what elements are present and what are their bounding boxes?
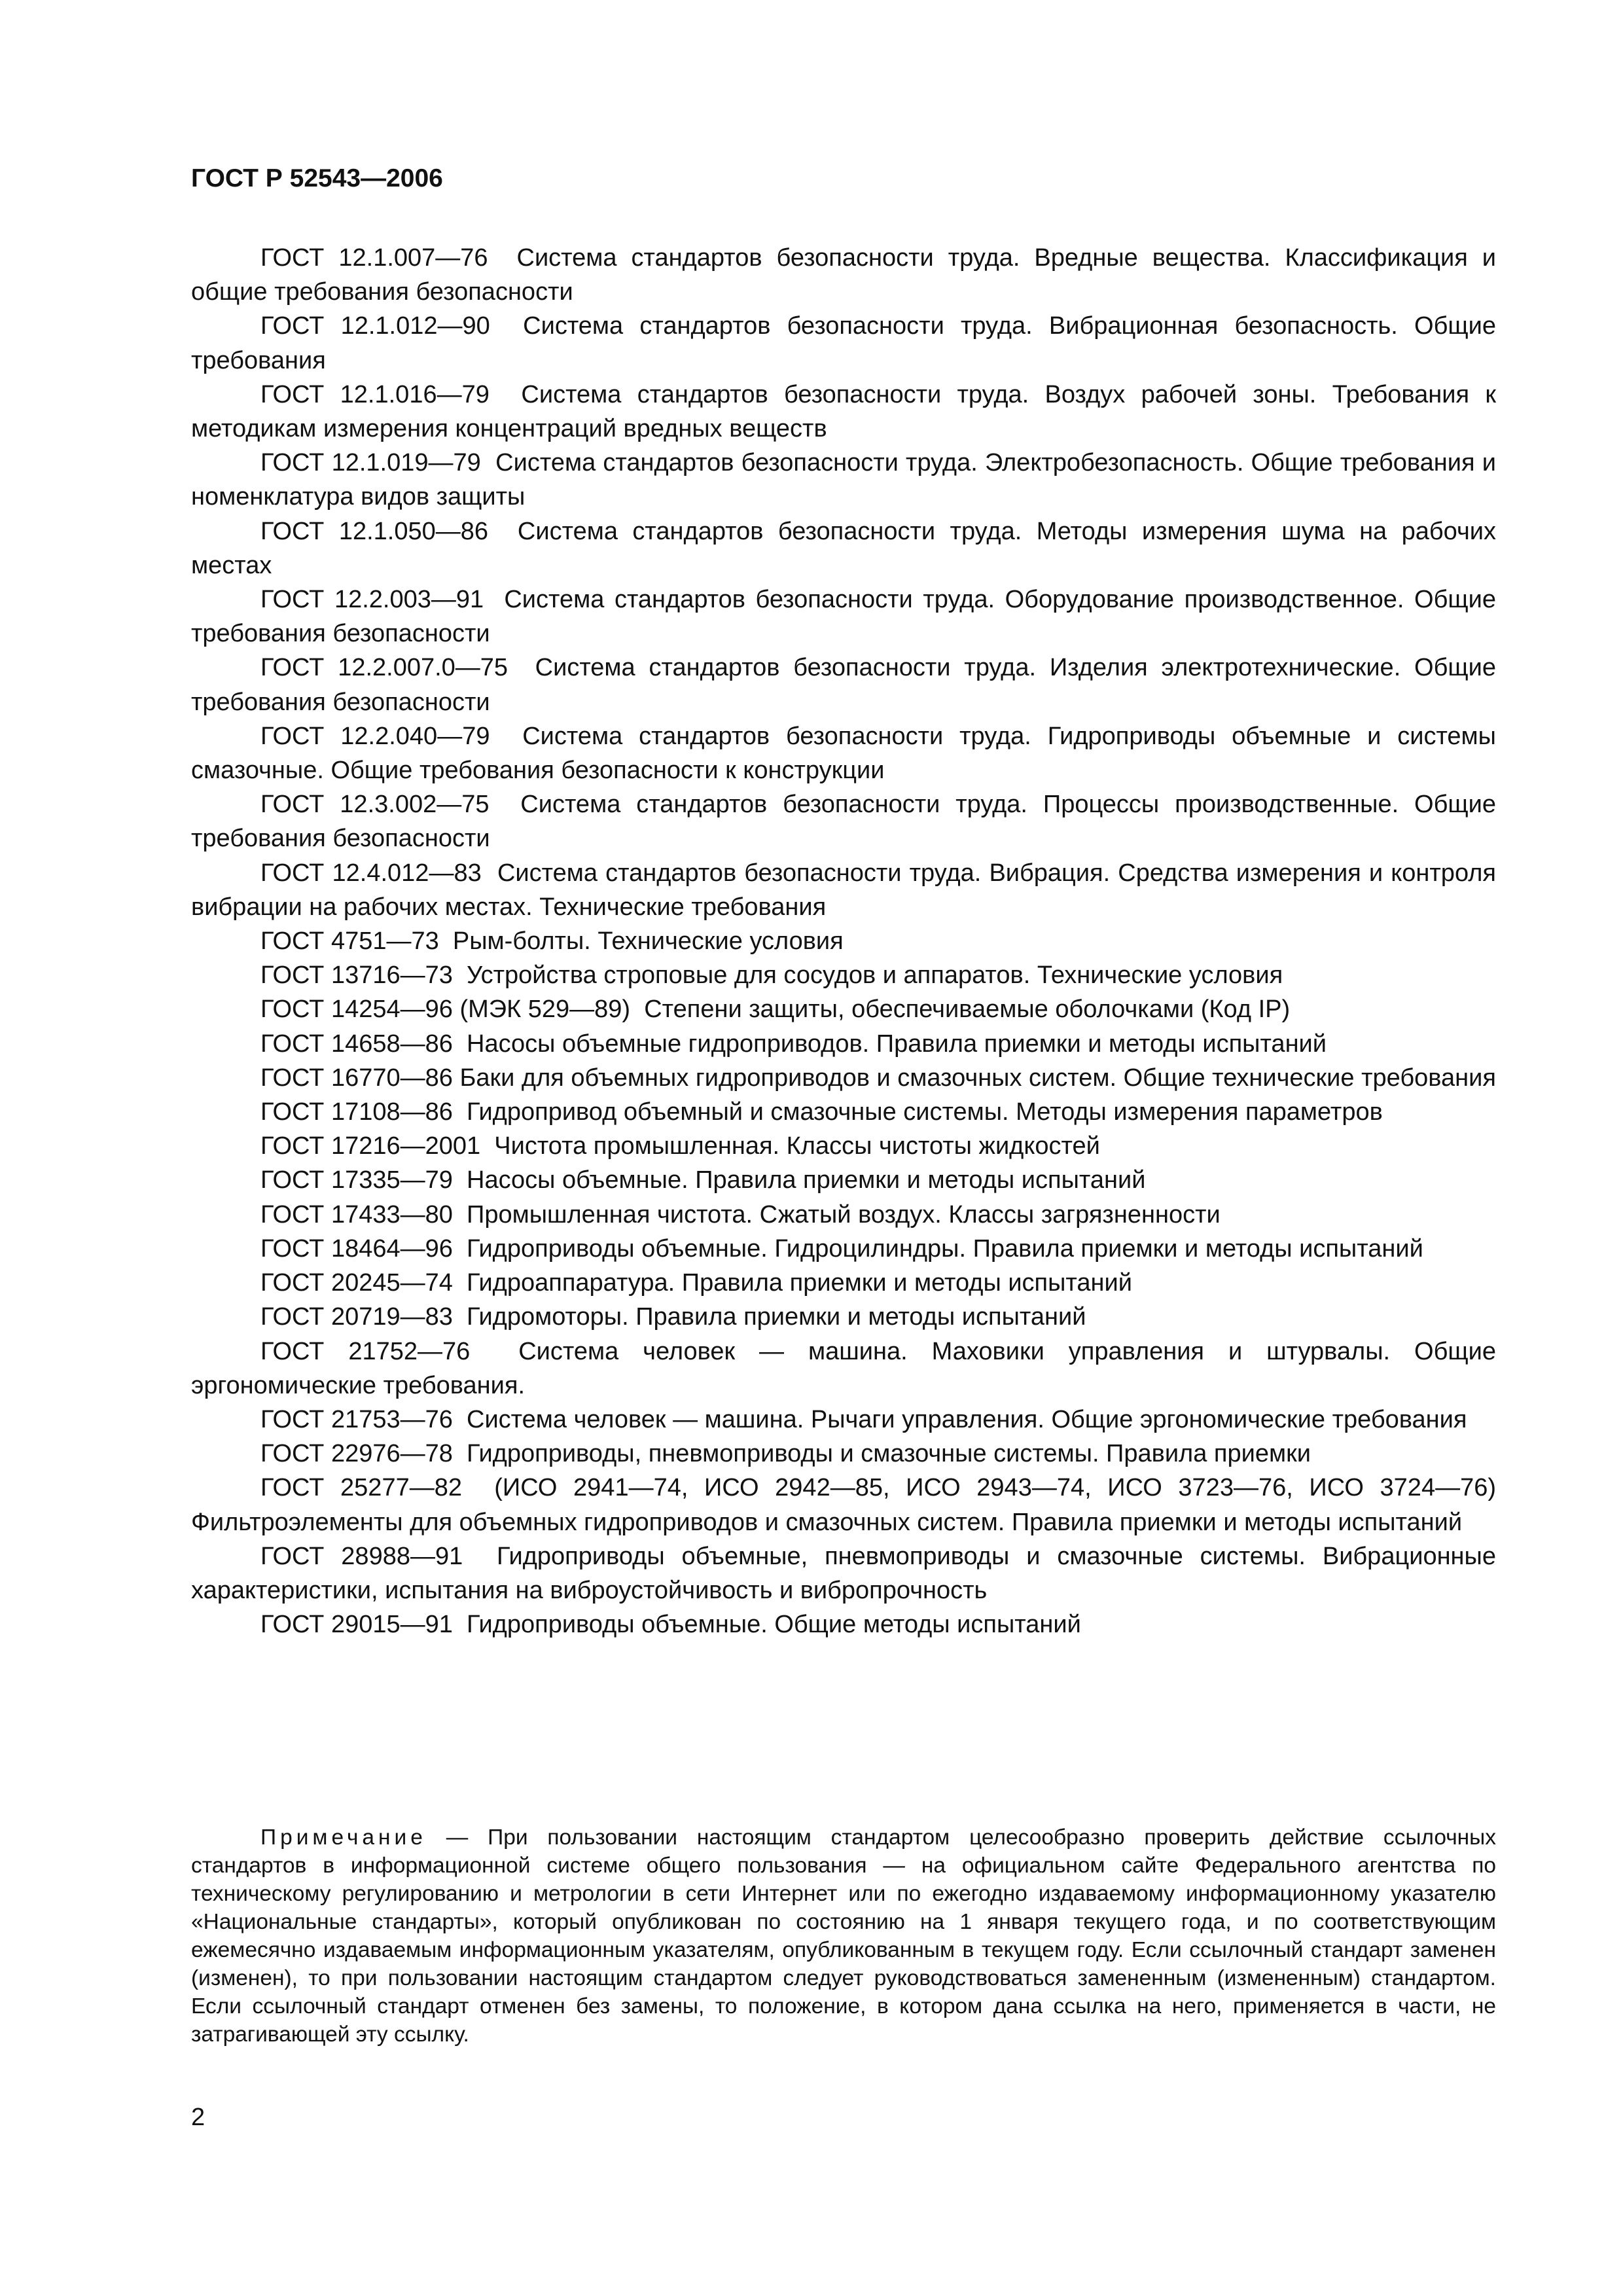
- reference-item: ГОСТ 25277—82 (ИСО 2941—74, ИСО 2942—85, ИСО 2943—74, ИСО 3723—76, ИСО 3724—76) Фильтроэлементы для объемных гидроприводов и смазочных систем. Правила приемки и методы испытаний: [191, 1474, 1503, 1536]
- reference-item: ГОСТ 12.1.007—76 Система стандартов безопасности труда. Вредные вещества. Классификация и общие требования безопасности: [191, 244, 1503, 306]
- reference-item: ГОСТ 20719—83 Гидромоторы. Правила приемки и методы испытаний: [260, 1303, 1086, 1331]
- reference-item: ГОСТ 22976—78 Гидроприводы, пневмоприводы и смазочные системы. Правила приемки: [260, 1440, 1311, 1468]
- reference-item: ГОСТ 12.1.019—79 Система стандартов безопасности труда. Электробезопасность. Общие требования и номенклатура видов защиты: [191, 449, 1503, 511]
- document-header-code: ГОСТ Р 52543—2006: [191, 164, 443, 192]
- reference-item: ГОСТ 28988—91 Гидроприводы объемные, пневмоприводы и смазочные системы. Вибрационные характеристики, испытания на виброустойчивость и вибропрочность: [191, 1542, 1503, 1604]
- reference-item: ГОСТ 18464—96 Гидроприводы объемные. Гидроцилиндры. Правила приемки и методы испытаний: [260, 1234, 1423, 1263]
- reference-item: ГОСТ 12.1.016—79 Система стандартов безопасности труда. Воздух рабочей зоны. Требования к методикам измерения концентраций вредных веществ: [191, 380, 1503, 443]
- reference-item: ГОСТ 29015—91 Гидроприводы объемные. Общие методы испытаний: [260, 1611, 1081, 1639]
- reference-item: ГОСТ 20245—74 Гидроаппаратура. Правила приемки и методы испытаний: [260, 1269, 1132, 1297]
- reference-item: ГОСТ 12.3.002—75 Система стандартов безопасности труда. Процессы производственные. Общие требования безопасности: [191, 791, 1503, 853]
- reference-item: ГОСТ 12.4.012—83 Система стандартов безопасности труда. Вибрация. Средства измерения и контроля вибрации на рабочих местах. Технические требования: [191, 859, 1503, 921]
- note-paragraph: [191, 1823, 1496, 2049]
- reference-item: ГОСТ 13716—73 Устройства строповые для сосудов и аппаратов. Технические условия: [260, 961, 1283, 990]
- note-label: Примечание: [260, 1825, 427, 1850]
- reference-item: ГОСТ 14254—96 (МЭК 529—89) Степени защиты, обеспечиваемые оболочками (Код IP): [260, 996, 1291, 1024]
- reference-item: ГОСТ 12.2.040—79 Система стандартов безопасности труда. Гидроприводы объемные и системы смазочные. Общие требования безопасности к конструкции: [191, 722, 1503, 785]
- reference-item: ГОСТ 17216—2001 Чистота промышленная. Классы чистоты жидкостей: [260, 1132, 1100, 1160]
- reference-item: ГОСТ 12.2.003—91 Система стандартов безопасности труда. Оборудование производственное. Общие требования безопасности: [191, 586, 1503, 648]
- note-text: — При пользовании настоящим стандартом целесообразно проверить действие ссылочных стандартов в информационной системе общего пользования — на официальном сайте Федерального агентства по техническому регулированию и метрологии в сети Интернет или по ежегодно издаваемому информационному указателю «Национальные стандарты», который опубликован по состоянию на 1 января текущего года, и по соответствующим ежемесячно издаваемым информационным указателям, опубликованным в текущем году. Если ссылочный стандарт заменен (изменен), то при пользовании настоящим стандартом следует руководствоваться замененным (измененным) стандартом. Если ссылочный стандарт отменен без замены, то положение, в котором дана ссылка на него, применяется в части, не затрагивающей эту ссылку.: [191, 1825, 1496, 2047]
- reference-item: ГОСТ 17433—80 Промышленная чистота. Сжатый воздух. Классы загрязненности: [260, 1200, 1221, 1229]
- reference-item: ГОСТ 21753—76 Система человек — машина. Рычаги управления. Общие эргономические требования: [260, 1405, 1467, 1433]
- reference-item: ГОСТ 16770—86 Баки для объемных гидроприводов и смазочных систем. Общие технические требования: [260, 1064, 1496, 1092]
- page-number: 2: [191, 2104, 205, 2131]
- reference-item: ГОСТ 21752—76 Система человек — машина. Маховики управления и штурвалы. Общие эргономические требования.: [191, 1337, 1503, 1399]
- reference-item: ГОСТ 17108—86 Гидропривод объемный и смазочные системы. Методы измерения параметров: [260, 1098, 1383, 1126]
- normative-references-list: [191, 241, 1503, 1641]
- reference-item: ГОСТ 12.1.012—90 Система стандартов безопасности труда. Вибрационная безопасность. Общие требования: [191, 312, 1503, 374]
- reference-item: ГОСТ 12.2.007.0—75 Система стандартов безопасности труда. Изделия электротехнические. Общие требования безопасности: [191, 654, 1503, 716]
- reference-item: ГОСТ 17335—79 Насосы объемные. Правила приемки и методы испытаний: [260, 1166, 1146, 1194]
- reference-item: ГОСТ 4751—73 Рым-болты. Технические условия: [260, 927, 844, 956]
- reference-item: ГОСТ 12.1.050—86 Система стандартов безопасности труда. Методы измерения шума на рабочих местах: [191, 517, 1503, 579]
- reference-item: ГОСТ 14658—86 Насосы объемные гидроприводов. Правила приемки и методы испытаний: [260, 1030, 1327, 1058]
